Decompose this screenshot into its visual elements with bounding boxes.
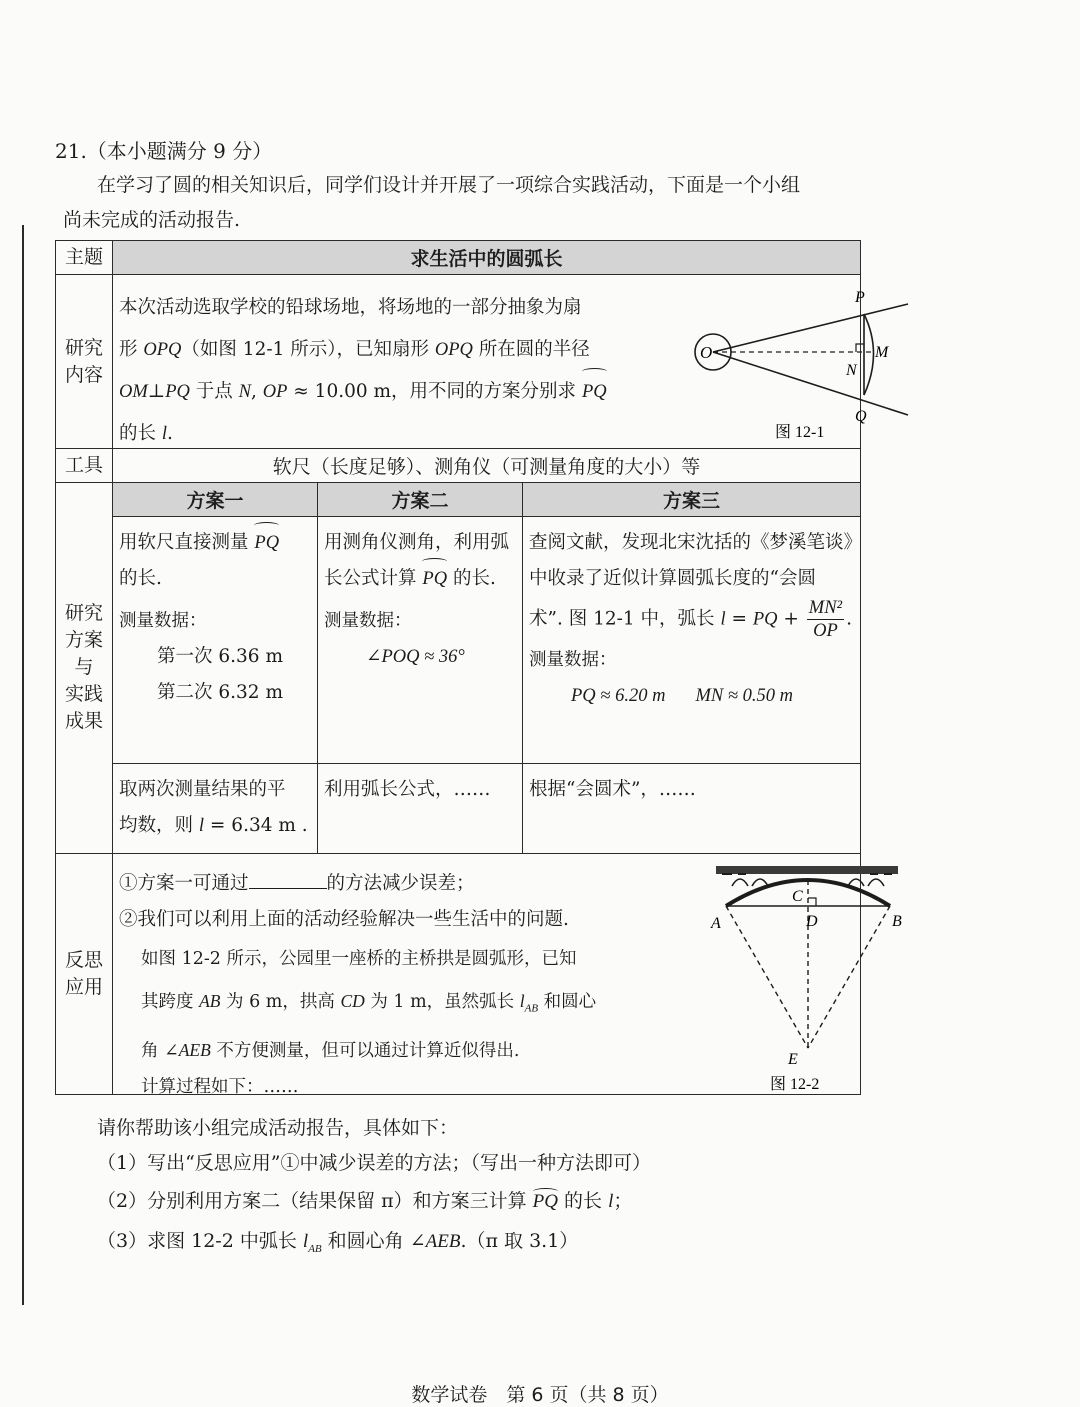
task-2: （2）分别利用方案二（结果保留 π）和方案三计算 PQ 的长 l； xyxy=(97,1190,633,1212)
intro-line-1: 在学习了圆的相关知识后，同学们设计并开展了一项综合实践活动，下面是一个小组 xyxy=(97,174,801,196)
label-e: E xyxy=(788,1050,798,1068)
arc-pq-shape xyxy=(864,314,874,395)
question-header: 21.（本小题满分 9 分） xyxy=(55,139,273,163)
plan-1-data-label: 测量数据： xyxy=(119,611,207,632)
plan-2-result: 利用弧长公式，…… xyxy=(318,763,523,853)
plan-1-line-1: 用软尺直接测量 PQ xyxy=(119,525,311,561)
plan-2-line-2: 长公式计算 PQ 的长. xyxy=(324,561,516,597)
label-p: P xyxy=(855,289,865,307)
method-label-2: 方案 xyxy=(64,629,103,652)
question-intro xyxy=(63,168,867,238)
intro-line-2: 尚未完成的活动报告. xyxy=(63,209,241,231)
reflect-text xyxy=(119,866,596,1103)
label-a: A xyxy=(711,914,721,932)
plan-1-body xyxy=(113,517,318,763)
plan-3-measures: PQ ≈ 6.20 m MN ≈ 0.50 m xyxy=(571,686,793,707)
plan-1-result: 取两次测量结果的平 均数，则 l = 6.34 m . xyxy=(113,763,318,853)
page-footer: 数学试卷 第 6 页（共 8 页） xyxy=(411,1384,669,1406)
label-d: D xyxy=(806,912,818,930)
reflect-label-1: 反思 xyxy=(64,948,103,971)
plan-3-line-3: 术”. 图 12-1 中，弧长 l = PQ + $\frac{\text{MN²}}{OP}$ . xyxy=(529,598,852,642)
task-1: （1）写出“反思应用”①中减少误差的方法；（写出一种方法即可） xyxy=(97,1152,652,1174)
reflect-line-2: ②我们可以利用上面的活动经验解决一些生活中的问题. xyxy=(119,908,569,930)
method-label-1: 研究 xyxy=(64,602,103,625)
theme-title: 求生活中的圆弧长 xyxy=(113,241,861,275)
plan-2-data-label: 测量数据： xyxy=(324,611,412,632)
reflect-line-4: 其跨度 AB 为 6 m，拱高 CD 为 1 m，虽然弧长 $l_{AB}$ 和圆心 xyxy=(141,990,597,1015)
ray-oq xyxy=(713,352,908,415)
figure-12-2-caption: 图 12-2 xyxy=(770,1075,820,1093)
plan-3-result: 根据“会圆术”，…… xyxy=(523,763,861,853)
content-line-2: 形 OPQ（如图 12-1 所示），已知扇形 OPQ 所在圆的半径 xyxy=(119,339,590,361)
reflect-line-3: 如图 12-2 所示，公园里一座桥的主桥拱是圆弧形，已知 xyxy=(141,948,577,969)
plan-2-line-1: 用测角仪测角，利用弧 xyxy=(324,532,510,554)
arc-pq: PQ xyxy=(582,371,607,413)
plan-2-body xyxy=(318,517,523,763)
answer-blank[interactable] xyxy=(249,870,327,889)
theme-label: 主题 xyxy=(56,241,113,275)
reflect-label xyxy=(56,853,113,1094)
line-ae xyxy=(726,906,808,1048)
label-m: M xyxy=(875,344,889,362)
margin-rule xyxy=(22,225,24,1305)
bridge-deck xyxy=(716,866,898,874)
figure-12-1 xyxy=(683,277,918,445)
reflect-line-1: ①方案一可通过 的方法减少误差； xyxy=(119,866,596,902)
content-cell xyxy=(113,275,889,449)
content-text xyxy=(119,287,639,455)
reflect-para xyxy=(119,938,596,1103)
plan-1-measure-1: 第一次 6.36 m xyxy=(157,646,283,668)
reflect-cell xyxy=(113,853,902,1098)
content-label-line2: 内容 xyxy=(64,363,103,386)
plan-2-angle: ∠POQ ≈ 36° xyxy=(366,647,465,668)
plan-1-measure-2: 第二次 6.32 m xyxy=(157,682,283,704)
plan-3-line-1: 查阅文献，发现北宋沈括的《梦溪笔谈》 xyxy=(529,532,863,554)
content-line-4: 的长 l. xyxy=(119,423,173,445)
reflect-label-2: 应用 xyxy=(64,975,103,998)
tasks-intro: 请你帮助该小组完成活动报告，具体如下： xyxy=(97,1117,459,1139)
tools-label: 工具 xyxy=(56,449,113,483)
line-be xyxy=(808,906,890,1048)
fraction-mn2-op: $\frac{\text{MN²}}{OP}$ xyxy=(808,598,843,642)
plan-3-line-2: 中收录了近似计算圆弧长度的“会圆 xyxy=(529,568,816,590)
activity-report-table xyxy=(55,240,902,1098)
content-line-1: 本次活动选取学校的铅球场地，将场地的一部分抽象为扇 xyxy=(119,297,582,319)
label-c: C xyxy=(792,887,803,905)
content-label-line1: 研究 xyxy=(64,336,103,359)
label-o: O xyxy=(700,343,713,363)
reflect-line-6: 计算过程如下：…… xyxy=(141,1077,299,1098)
label-b: B xyxy=(892,912,902,930)
plan-2-title: 方案二 xyxy=(318,483,523,517)
right-angle-mark-2 xyxy=(808,898,816,906)
method-label xyxy=(56,483,113,853)
method-label-4: 实践 xyxy=(64,683,103,706)
task-3: （3）求图 12-2 中弧长 $l_{AB}$ 和圆心角 ∠AEB.（π 取 3.1） xyxy=(97,1230,579,1255)
right-angle-mark xyxy=(856,344,864,352)
reflect-line-5: 角 ∠AEB 不方便测量，但可以通过计算近似得出. xyxy=(141,1040,520,1062)
label-q: Q xyxy=(855,408,867,426)
method-label-5: 成果 xyxy=(64,710,103,733)
content-label xyxy=(56,275,113,449)
plan-1-line-2: 的长. xyxy=(119,568,162,590)
plan-3-body xyxy=(523,517,861,763)
figure-12-1-caption: 图 12-1 xyxy=(775,424,825,442)
plan-3-data-label: 测量数据： xyxy=(529,650,617,671)
tools-text: 软尺（长度足够）、测角仪（可测量角度的大小）等 xyxy=(113,449,861,483)
label-n: N xyxy=(846,362,857,380)
method-label-3: 与 xyxy=(74,656,94,679)
plan-1-title: 方案一 xyxy=(113,483,318,517)
plan-3-title: 方案三 xyxy=(523,483,861,517)
content-line-3: OM⊥PQ 于点 N, OP ≈ 10.00 m，用不同的方案分别求 PQ xyxy=(119,371,639,413)
figure-12-2 xyxy=(708,866,908,1094)
